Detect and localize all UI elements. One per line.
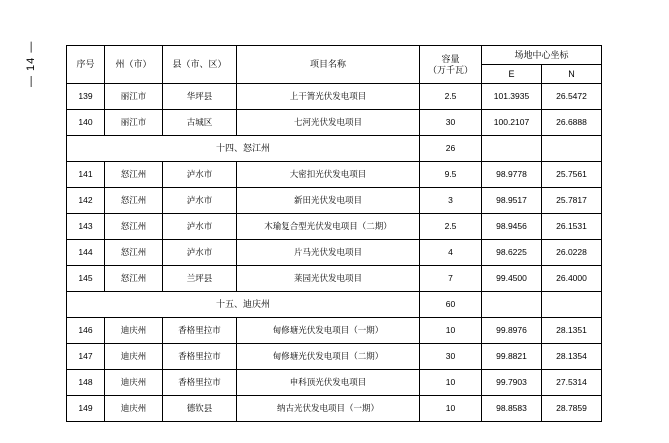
cell-city: 怒江州 (105, 188, 163, 214)
cell-city: 迪庆州 (105, 318, 163, 344)
table-row (67, 162, 602, 188)
cell-county: 华坪县 (163, 84, 237, 110)
cell-county: 兰坪县 (163, 266, 237, 292)
cell-north: 26.5472 (542, 84, 602, 110)
cell-city: 怒江州 (105, 162, 163, 188)
table-row (67, 84, 602, 110)
table-row (67, 318, 602, 344)
table-row (67, 370, 602, 396)
cell-project: 纳古光伏发电项目（一期） (237, 396, 420, 422)
cell-project: 莱园光伏发电项目 (237, 266, 420, 292)
cell-north: 26.6888 (542, 110, 602, 136)
cell-city: 迪庆州 (105, 396, 163, 422)
cell-seq: 142 (67, 188, 105, 214)
cell-city: 怒江州 (105, 214, 163, 240)
cell-north: 28.1351 (542, 318, 602, 344)
cell-county: 泸水市 (163, 214, 237, 240)
cell-project: 甸修塘光伏发电项目（一期） (237, 318, 420, 344)
cell-city: 怒江州 (105, 266, 163, 292)
section-north (542, 292, 602, 318)
section-capacity: 26 (420, 136, 482, 162)
table-body (67, 84, 602, 422)
column-header-county: 县（市、区） (163, 46, 237, 84)
cell-seq: 144 (67, 240, 105, 266)
cell-east: 100.2107 (482, 110, 542, 136)
cell-capacity: 2.5 (420, 214, 482, 240)
table-row (67, 214, 602, 240)
cell-east: 98.9778 (482, 162, 542, 188)
cell-project: 申科顶光伏发电项目 (237, 370, 420, 396)
cell-seq: 139 (67, 84, 105, 110)
cell-capacity: 30 (420, 344, 482, 370)
cell-capacity: 4 (420, 240, 482, 266)
column-header-capacity (420, 46, 482, 84)
cell-seq: 146 (67, 318, 105, 344)
cell-capacity: 10 (420, 318, 482, 344)
cell-county: 香格里拉市 (163, 370, 237, 396)
column-header-city: 州（市） (105, 46, 163, 84)
section-east (482, 136, 542, 162)
cell-city: 丽江市 (105, 84, 163, 110)
cell-city: 丽江市 (105, 110, 163, 136)
cell-seq: 143 (67, 214, 105, 240)
cell-seq: 149 (67, 396, 105, 422)
table-row (67, 188, 602, 214)
cell-east: 98.9517 (482, 188, 542, 214)
cell-capacity: 9.5 (420, 162, 482, 188)
cell-north: 26.0228 (542, 240, 602, 266)
table-row (67, 344, 602, 370)
column-header-seq: 序号 (67, 46, 105, 84)
cell-east: 99.4500 (482, 266, 542, 292)
section-north (542, 136, 602, 162)
cell-county: 泸水市 (163, 188, 237, 214)
cell-east: 98.8583 (482, 396, 542, 422)
table-header (67, 46, 602, 84)
cell-seq: 141 (67, 162, 105, 188)
page-number: — 14 — (25, 40, 37, 87)
cell-project: 片马光伏发电项目 (237, 240, 420, 266)
cell-seq: 148 (67, 370, 105, 396)
cell-north: 25.7561 (542, 162, 602, 188)
cell-capacity: 10 (420, 370, 482, 396)
table-row (67, 240, 602, 266)
table-section-row (67, 136, 602, 162)
cell-capacity: 7 (420, 266, 482, 292)
cell-city: 怒江州 (105, 240, 163, 266)
cell-seq: 145 (67, 266, 105, 292)
cell-north: 26.4000 (542, 266, 602, 292)
cell-east: 98.9456 (482, 214, 542, 240)
cell-county: 泸水市 (163, 162, 237, 188)
cell-project: 甸修塘光伏发电项目（二期） (237, 344, 420, 370)
section-east (482, 292, 542, 318)
section-title: 十五、迪庆州 (67, 292, 420, 318)
cell-east: 99.7903 (482, 370, 542, 396)
cell-project: 大密扣光伏发电项目 (237, 162, 420, 188)
section-capacity: 60 (420, 292, 482, 318)
cell-north: 25.7817 (542, 188, 602, 214)
cell-north: 27.5314 (542, 370, 602, 396)
cell-city: 迪庆州 (105, 370, 163, 396)
column-header-coordinates: 场地中心坐标 (482, 46, 602, 65)
section-title: 十四、怒江州 (67, 136, 420, 162)
cell-project: 上干箐光伏发电项目 (237, 84, 420, 110)
table-row (67, 266, 602, 292)
cell-project: 七河光伏发电项目 (237, 110, 420, 136)
cell-north: 28.7859 (542, 396, 602, 422)
cell-east: 99.8976 (482, 318, 542, 344)
cell-capacity: 30 (420, 110, 482, 136)
cell-county: 香格里拉市 (163, 344, 237, 370)
cell-east: 98.6225 (482, 240, 542, 266)
cell-east: 99.8821 (482, 344, 542, 370)
cell-seq: 140 (67, 110, 105, 136)
cell-seq: 147 (67, 344, 105, 370)
cell-county: 香格里拉市 (163, 318, 237, 344)
column-header-capacity-line2: （万千瓦） (427, 64, 473, 75)
cell-east: 101.3935 (482, 84, 542, 110)
cell-city: 迪庆州 (105, 344, 163, 370)
cell-capacity: 10 (420, 396, 482, 422)
cell-county: 泸水市 (163, 240, 237, 266)
cell-north: 26.1531 (542, 214, 602, 240)
column-header-project: 项目名称 (237, 46, 420, 84)
cell-project: 新田光伏发电项目 (237, 188, 420, 214)
cell-county: 德钦县 (163, 396, 237, 422)
cell-project: 木瑜复合型光伏发电项目（二期） (237, 214, 420, 240)
cell-capacity: 2.5 (420, 84, 482, 110)
table-section-row (67, 292, 602, 318)
cell-county: 古城区 (163, 110, 237, 136)
column-header-capacity-line1: 容量 (441, 54, 460, 65)
table-row (67, 396, 602, 422)
table-header-row-1 (67, 46, 602, 65)
cell-north: 28.1354 (542, 344, 602, 370)
cell-capacity: 3 (420, 188, 482, 214)
project-list-table (66, 45, 602, 422)
table-row (67, 110, 602, 136)
column-header-north: N (542, 65, 602, 84)
column-header-east: E (482, 65, 542, 84)
